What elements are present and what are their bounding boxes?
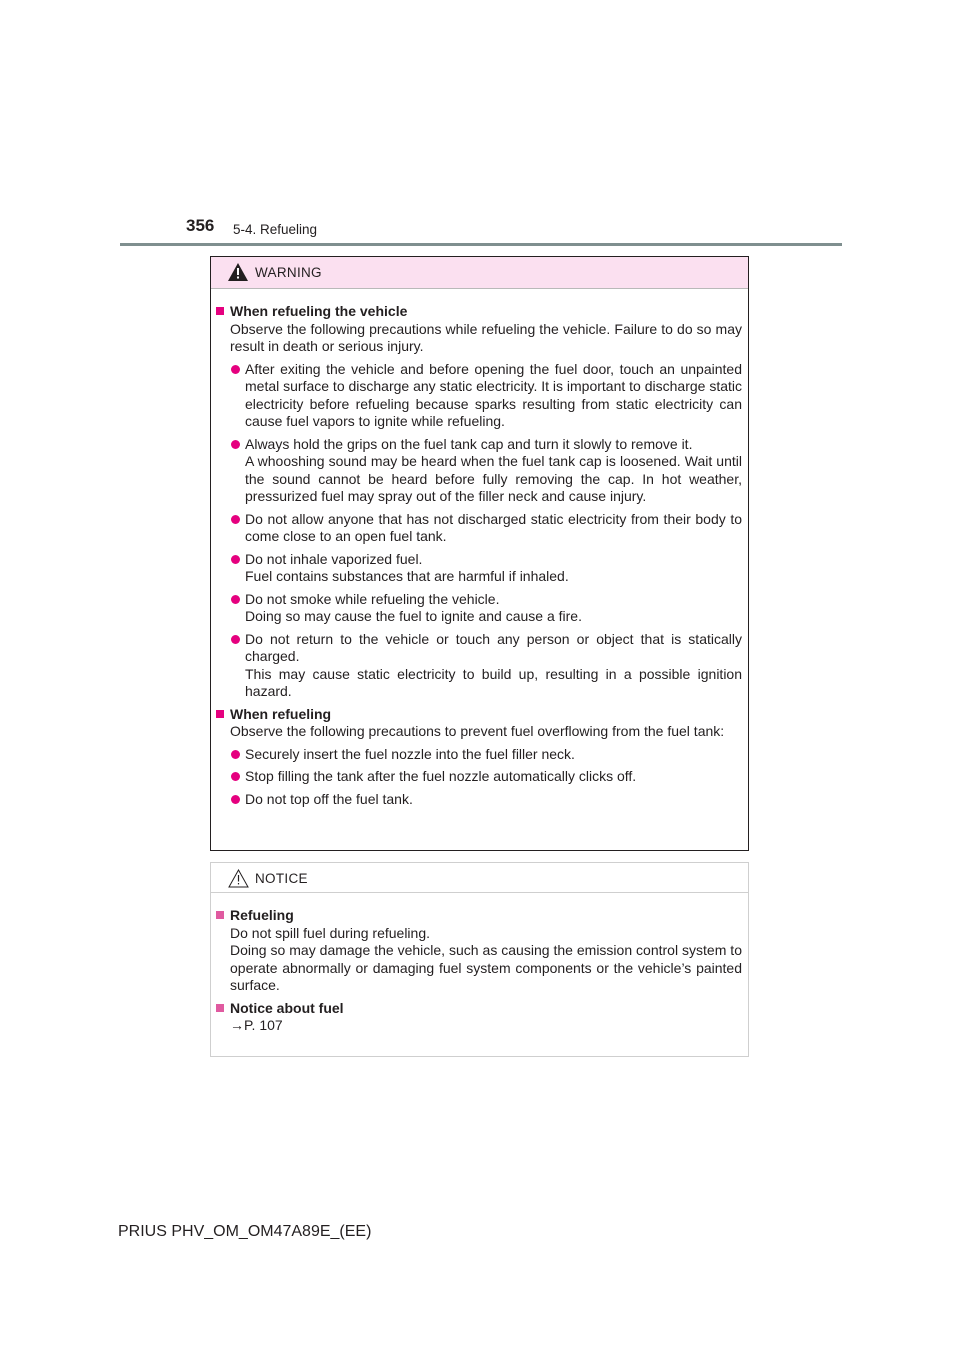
- warning-bullet-item: [216, 768, 742, 786]
- warning-bullet-item: [216, 746, 742, 764]
- page-number: 356: [186, 216, 215, 235]
- bullet-text: Doing so may cause the fuel to ignite and cause a fire.: [245, 608, 582, 624]
- warning-bullet-item: [216, 361, 742, 431]
- notice-section-title: Notice about fuel: [216, 1000, 742, 1018]
- warning-section-title: When refueling the vehicle: [216, 303, 742, 321]
- warning-triangle-icon: [228, 263, 248, 281]
- warning-section-intro: Observe the following precautions to prevent fuel overflowing from the fuel tank:: [230, 723, 725, 739]
- bullet-text: Do not inhale vaporized fuel.: [245, 550, 423, 567]
- notice-triangle-icon: [228, 869, 249, 888]
- warning-section-intro: Observe the following precautions while refueling the vehicle. Failure to do so may result in death or serious injury.: [230, 320, 742, 354]
- warning-body: [211, 289, 748, 808]
- warning-box: [210, 256, 749, 851]
- section-title: 5-4. Refueling: [233, 222, 318, 237]
- notice-text-line: →P. 107: [230, 1017, 283, 1033]
- warning-label: WARNING: [255, 265, 322, 280]
- notice-box: [210, 862, 749, 1057]
- bullet-text: This may cause static electricity to build up, resulting in a possible ignition hazard.: [245, 665, 742, 699]
- warning-bullet-item: [216, 791, 742, 809]
- bullet-text: Do not return to the vehicle or touch any person or object that is statically charged.: [245, 630, 742, 664]
- warning-bullet-item: [216, 631, 742, 701]
- bullet-text: Always hold the grips on the fuel tank cap and turn it slowly to remove it.: [245, 435, 693, 452]
- bullet-text: Do not smoke while refueling the vehicle.: [245, 590, 500, 607]
- notice-text-line: Do not spill fuel during refueling.: [230, 924, 431, 941]
- bullet-text: Do not top off the fuel tank.: [245, 790, 413, 807]
- bullet-text: After exiting the vehicle and before opening the fuel door, touch an unpainted metal surface to discharge any static electricity. It is important to discharge static electricity before refueling because sparks resulting from static electricity can cause fuel vapors to ignite while refueling.: [245, 360, 742, 429]
- warning-section-title: When refueling: [216, 706, 742, 724]
- document-code: PRIUS PHV_OM_OM47A89E_(EE): [118, 1223, 372, 1240]
- header-rule: [120, 243, 842, 246]
- warning-header: [211, 257, 748, 289]
- notice-label: NOTICE: [255, 871, 308, 886]
- notice-section-text: [216, 1017, 742, 1035]
- notice-body: [211, 893, 748, 1035]
- bullet-text: Stop filling the tank after the fuel nozzle automatically clicks off.: [245, 768, 637, 784]
- warning-bullet-item: [216, 436, 742, 506]
- bullet-text: Securely insert the fuel nozzle into the fuel filler neck.: [245, 745, 575, 762]
- bullet-text: Do not allow anyone that has not discharged static electricity from their body to come close to an open fuel tank.: [245, 510, 742, 544]
- notice-text-line: Doing so may damage the vehicle, such as causing the emission control system to operate abnormally or damaging fuel system components or the vehicle’s painted surface.: [230, 942, 742, 993]
- bullet-text: A whooshing sound may be heard when the fuel tank cap is loosened. Wait until the sound cannot be heard before fully removing the cap. In hot weather, pressurized fuel may spray out of the filler neck and cause injury.: [245, 453, 742, 504]
- warning-bullet-item: [216, 551, 742, 586]
- warning-bullet-item: [216, 591, 742, 626]
- notice-header: [211, 863, 748, 893]
- bullet-text: Fuel contains substances that are harmful if inhaled.: [245, 568, 569, 584]
- warning-bullet-item: [216, 511, 742, 546]
- notice-section-text: [216, 925, 742, 995]
- notice-section-title: Refueling: [216, 907, 742, 925]
